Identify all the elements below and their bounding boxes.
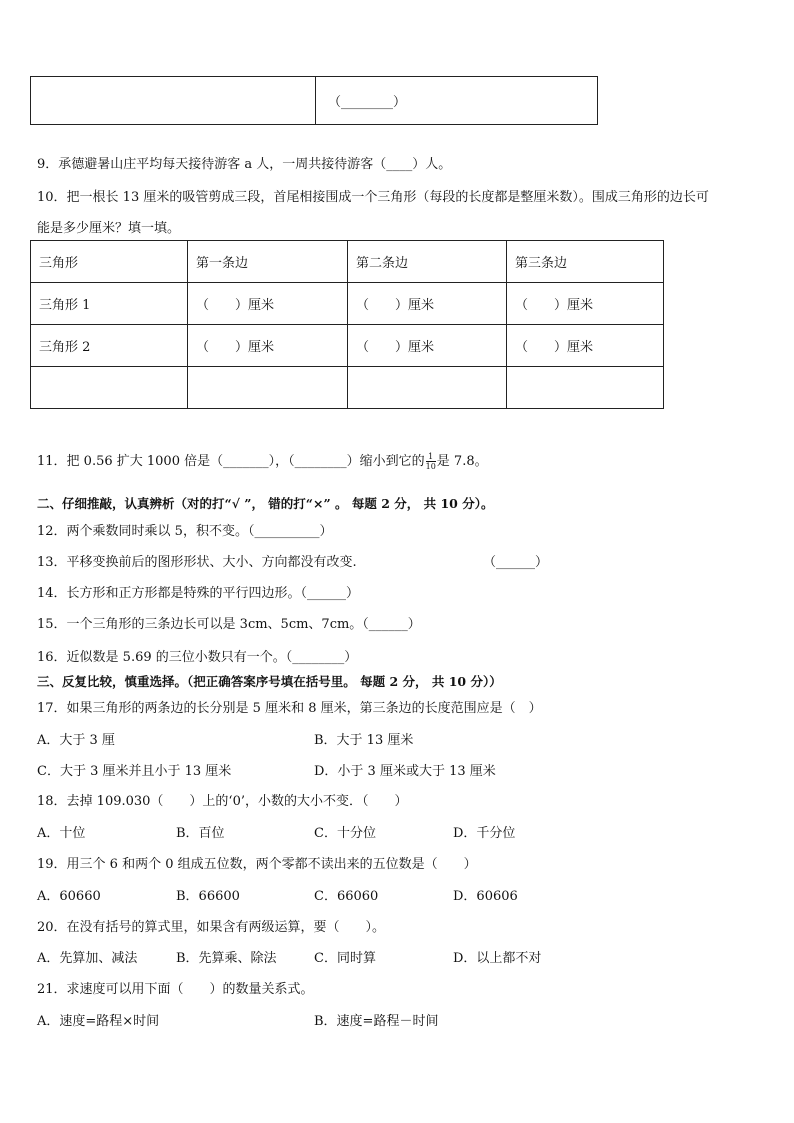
question-18-stem: 18．去掉 109.030（ ）上的‘0’，小数的大小不变．（ ）	[37, 794, 408, 809]
table-row	[31, 325, 664, 367]
option-a[interactable]: A．大于 3 厘	[37, 733, 115, 748]
question-16: 16．近似数是 5.69 的三位小数只有一个。（________）	[37, 650, 358, 665]
option-a[interactable]: A．60660	[37, 889, 101, 904]
top-table-right-cell: （________）	[316, 77, 598, 125]
option-c[interactable]: C．同时算	[314, 951, 376, 966]
question-12: 12．两个乘数同时乘以 5，积不变。（__________）	[37, 524, 333, 539]
fraction-numerator: 1	[426, 452, 436, 462]
option-b[interactable]: B．先算乘、除法	[176, 951, 277, 966]
answer-cell[interactable]	[188, 367, 348, 409]
option-c[interactable]: C．66060	[314, 889, 379, 904]
question-14: 14．长方形和正方形都是特殊的平行四边形。（______）	[37, 586, 360, 601]
question-9: 9．承德避暑山庄平均每天接待游客 a 人，一周共接待游客（____）人。	[37, 157, 452, 172]
table-cell: 三角形 2	[31, 325, 188, 367]
answer-cell[interactable]: （ ）厘米	[188, 325, 348, 367]
section-3-heading: 三、反复比较，慎重选择。（把正确答案序号填在括号里。 每题 2 分， 共 10 分））	[37, 674, 502, 689]
question-20-stem: 20．在没有括号的算式里，如果含有两级运算，要（ ）。	[37, 920, 386, 935]
option-a[interactable]: A．十位	[37, 826, 86, 841]
section-2-heading: 二、仔细推敲，认真辨析（对的打“√ ”， 错的打“×” 。 每题 2 分， 共 10 分）。	[37, 496, 494, 511]
answer-cell[interactable]: （ ）厘米	[507, 325, 664, 367]
header-cell: 第一条边	[188, 241, 348, 283]
question-21-stem: 21．求速度可以用下面（ ）的数量关系式。	[37, 982, 314, 997]
table-cell: 三角形 1	[31, 283, 188, 325]
question-10-line1: 10．把一根长 13 厘米的吸管剪成三段，首尾相接围成一个三角形（每段的长度都是整厘米数）。围成三角形的边长可	[37, 190, 709, 205]
question-13	[37, 551, 357, 570]
option-d[interactable]: D．60606	[453, 889, 518, 904]
answer-cell[interactable]	[348, 367, 507, 409]
header-cell: 第二条边	[348, 241, 507, 283]
table-row	[31, 367, 664, 409]
answer-cell[interactable]: （ ）厘米	[188, 283, 348, 325]
answer-cell[interactable]: （ ）厘米	[348, 325, 507, 367]
fraction-denominator: 10	[425, 462, 436, 471]
question-11-text: 11．把 0.56 扩大 1000 倍是（_______），（________）缩小到它的	[37, 454, 425, 469]
option-b[interactable]: B．百位	[176, 826, 225, 841]
option-c[interactable]: C．十分位	[314, 826, 376, 841]
option-b[interactable]: B．大于 13 厘米	[314, 733, 414, 748]
option-b[interactable]: B．66600	[176, 889, 240, 904]
option-d[interactable]: D．以上都不对	[453, 951, 542, 966]
question-19-stem: 19．用三个 6 和两个 0 组成五位数，两个零都不读出来的五位数是（ ）	[37, 857, 477, 872]
option-a[interactable]: A．速度=路程×时间	[37, 1014, 160, 1029]
option-d[interactable]: D．千分位	[453, 826, 516, 841]
fraction-one-tenth	[426, 452, 436, 471]
question-11-tail: 是 7.8。	[436, 454, 488, 469]
question-10-line2: 能是多少厘米？填一填。	[37, 221, 181, 236]
triangle-table-header	[31, 241, 664, 283]
question-11	[37, 450, 488, 471]
answer-cell[interactable]	[507, 367, 664, 409]
option-a[interactable]: A．先算加、减法	[37, 951, 138, 966]
question-15: 15．一个三角形的三条边长可以是 3cm、5cm、7cm。（______）	[37, 617, 421, 632]
header-cell: 三角形	[31, 241, 188, 283]
table-cell	[31, 367, 188, 409]
top-table-left-cell	[31, 77, 316, 125]
question-17-stem: 17．如果三角形的两条边的长分别是 5 厘米和 8 厘米，第三条边的长度范围应是（ ）	[37, 701, 542, 716]
question-13-blank[interactable]: （______）	[483, 555, 549, 570]
question-13-text: 13．平移变换前后的图形形状、大小、方向都没有改变.	[37, 555, 357, 570]
top-table	[30, 76, 598, 125]
option-b[interactable]: B．速度=路程－时间	[314, 1014, 439, 1029]
table-row	[31, 283, 664, 325]
answer-cell[interactable]: （ ）厘米	[348, 283, 507, 325]
header-cell: 第三条边	[507, 241, 664, 283]
answer-cell[interactable]: （ ）厘米	[507, 283, 664, 325]
option-d[interactable]: D．小于 3 厘米或大于 13 厘米	[314, 764, 496, 779]
option-c[interactable]: C．大于 3 厘米并且小于 13 厘米	[37, 764, 232, 779]
triangle-table	[30, 240, 664, 409]
